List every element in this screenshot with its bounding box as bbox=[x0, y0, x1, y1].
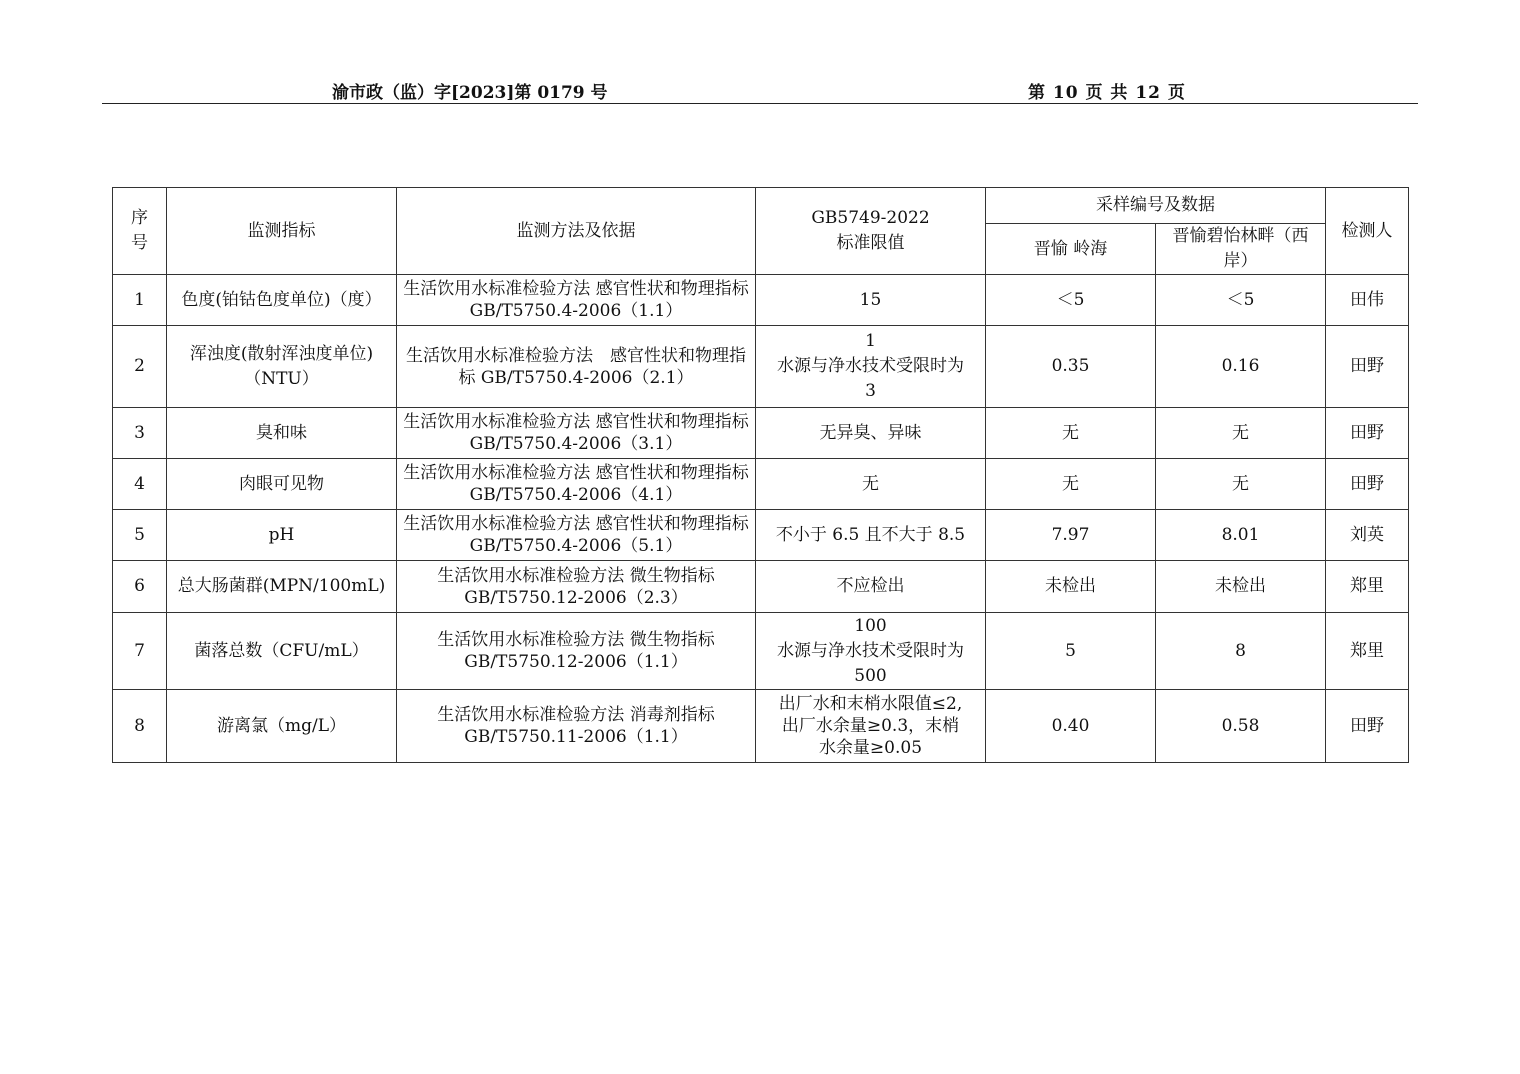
row-standard: 不小于 6.5 且不大于 8.5 bbox=[756, 510, 986, 561]
row-seq: 7 bbox=[113, 613, 167, 690]
row-sample-1: ＜5 bbox=[986, 275, 1156, 326]
row-seq: 1 bbox=[113, 275, 167, 326]
header-method: 监测方法及依据 bbox=[397, 188, 756, 275]
header-tester: 检测人 bbox=[1326, 188, 1409, 275]
row-sample-1: 7.97 bbox=[986, 510, 1156, 561]
row-sample-2: 0.16 bbox=[1156, 326, 1326, 408]
row-indicator: 菌落总数（CFU/mL） bbox=[167, 613, 397, 690]
row-standard: 不应检出 bbox=[756, 561, 986, 613]
row-sample-2: 8.01 bbox=[1156, 510, 1326, 561]
row-indicator: 臭和味 bbox=[167, 408, 397, 459]
row-seq: 8 bbox=[113, 690, 167, 763]
table-row bbox=[113, 408, 1409, 459]
header-sampling-group: 采样编号及数据 bbox=[986, 188, 1326, 224]
row-tester: 田野 bbox=[1326, 690, 1409, 763]
document-number: 渝市政（监）字[2023]第 0179 号 bbox=[332, 83, 608, 103]
page-header bbox=[102, 76, 1418, 104]
row-sample-1: 5 bbox=[986, 613, 1156, 690]
row-seq: 2 bbox=[113, 326, 167, 408]
row-method: 生活饮用水标准检验方法 感官性状和物理指 标 GB/T5750.4-2006（2.1） bbox=[397, 326, 756, 408]
table-row bbox=[113, 510, 1409, 561]
row-method: 生活饮用水标准检验方法 感官性状和物理指标 GB/T5750.4-2006（4.1） bbox=[397, 459, 756, 510]
row-sample-2: 无 bbox=[1156, 459, 1326, 510]
row-standard: 出厂水和末梢水限值≤2, 出厂水余量≥0.3，末梢 水余量≥0.05 bbox=[756, 690, 986, 763]
table-row bbox=[113, 613, 1409, 690]
row-indicator: 肉眼可见物 bbox=[167, 459, 397, 510]
row-seq: 6 bbox=[113, 561, 167, 613]
row-sample-1: 未检出 bbox=[986, 561, 1156, 613]
row-sample-2: ＜5 bbox=[1156, 275, 1326, 326]
row-tester: 田野 bbox=[1326, 459, 1409, 510]
row-indicator: 总大肠菌群(MPN/100mL) bbox=[167, 561, 397, 613]
table-row bbox=[113, 561, 1409, 613]
row-method: 生活饮用水标准检验方法 感官性状和物理指标 GB/T5750.4-2006（5.1） bbox=[397, 510, 756, 561]
row-tester: 刘英 bbox=[1326, 510, 1409, 561]
row-tester: 田野 bbox=[1326, 326, 1409, 408]
row-sample-2: 无 bbox=[1156, 408, 1326, 459]
table-row bbox=[113, 275, 1409, 326]
header-seq: 序 号 bbox=[113, 188, 167, 275]
table-row bbox=[113, 326, 1409, 408]
table-row bbox=[113, 459, 1409, 510]
water-quality-table bbox=[112, 187, 1409, 763]
row-standard: 无 bbox=[756, 459, 986, 510]
row-method: 生活饮用水标准检验方法 微生物指标 GB/T5750.12-2006（1.1） bbox=[397, 613, 756, 690]
row-standard: 1 水源与净水技术受限时为 3 bbox=[756, 326, 986, 408]
header-indicator: 监测指标 bbox=[167, 188, 397, 275]
header-sample-2: 晋愉碧怡林畔（西岸） bbox=[1156, 224, 1326, 275]
row-method: 生活饮用水标准检验方法 消毒剂指标 GB/T5750.11-2006（1.1） bbox=[397, 690, 756, 763]
row-indicator: 浑浊度(散射浑浊度单位) （NTU） bbox=[167, 326, 397, 408]
row-sample-2: 8 bbox=[1156, 613, 1326, 690]
row-indicator: 色度(铂钴色度单位)（度） bbox=[167, 275, 397, 326]
page-indicator: 第 10 页 共 12 页 bbox=[1028, 83, 1186, 103]
table-row bbox=[113, 690, 1409, 763]
row-seq: 4 bbox=[113, 459, 167, 510]
row-sample-2: 0.58 bbox=[1156, 690, 1326, 763]
row-sample-1: 无 bbox=[986, 459, 1156, 510]
row-standard: 15 bbox=[756, 275, 986, 326]
header-standard: GB5749-2022 标准限值 bbox=[756, 188, 986, 275]
row-seq: 3 bbox=[113, 408, 167, 459]
row-method: 生活饮用水标准检验方法 感官性状和物理指标 GB/T5750.4-2006（1.1） bbox=[397, 275, 756, 326]
row-indicator: pH bbox=[167, 510, 397, 561]
row-sample-1: 0.35 bbox=[986, 326, 1156, 408]
row-tester: 田伟 bbox=[1326, 275, 1409, 326]
row-method: 生活饮用水标准检验方法 感官性状和物理指标 GB/T5750.4-2006（3.1） bbox=[397, 408, 756, 459]
row-standard: 无异臭、异味 bbox=[756, 408, 986, 459]
row-tester: 郑里 bbox=[1326, 613, 1409, 690]
row-method: 生活饮用水标准检验方法 微生物指标 GB/T5750.12-2006（2.3） bbox=[397, 561, 756, 613]
row-sample-1: 0.40 bbox=[986, 690, 1156, 763]
row-sample-1: 无 bbox=[986, 408, 1156, 459]
row-tester: 郑里 bbox=[1326, 561, 1409, 613]
row-seq: 5 bbox=[113, 510, 167, 561]
row-tester: 田野 bbox=[1326, 408, 1409, 459]
row-indicator: 游离氯（mg/L） bbox=[167, 690, 397, 763]
header-sample-1: 晋愉 岭海 bbox=[986, 224, 1156, 275]
row-standard: 100 水源与净水技术受限时为 500 bbox=[756, 613, 986, 690]
row-sample-2: 未检出 bbox=[1156, 561, 1326, 613]
